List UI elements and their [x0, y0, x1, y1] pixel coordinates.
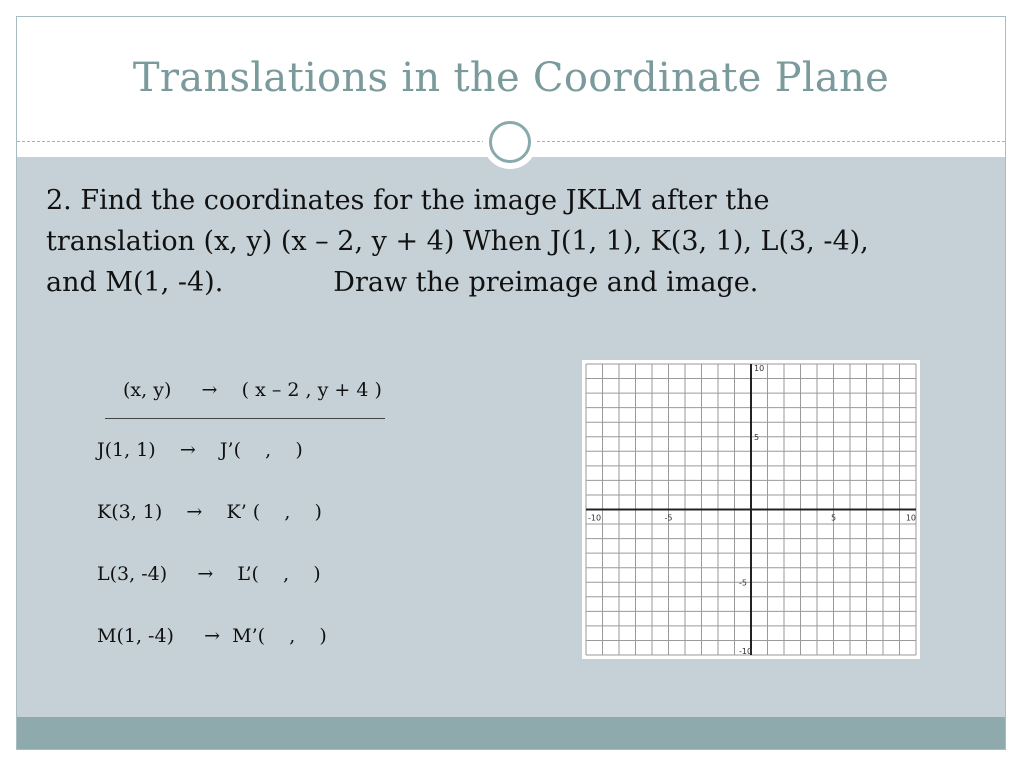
- problem-line-3a: and M(1, -4).: [46, 267, 224, 298]
- x-tick-label: -5: [664, 513, 673, 523]
- problem-statement: [46, 180, 976, 303]
- slide-title: Translations in the Coordinate Plane: [132, 55, 890, 101]
- y-tick-label: -5: [739, 578, 747, 588]
- mapping-row-m: M(1, -4) → M’( , ): [97, 625, 327, 647]
- slide: [16, 16, 1006, 750]
- y-tick-label: 10: [754, 364, 765, 373]
- y-tick-label: 5: [754, 432, 760, 442]
- coordinate-grid-svg: [582, 360, 920, 659]
- y-tick-label: -10: [739, 647, 753, 656]
- coordinate-grid: [582, 360, 920, 659]
- mapping-row-k: K(3, 1) → K’ ( , ): [97, 501, 322, 523]
- problem-line-2: translation (x, y) (x – 2, y + 4) When J(1, 1), K(3, 1), L(3, -4),: [46, 226, 869, 257]
- problem-line-1: 2. Find the coordinates for the image JKLM after the: [46, 185, 770, 216]
- x-tick-label: -10: [588, 513, 602, 523]
- footer-band: [17, 717, 1005, 750]
- problem-instruction: Draw the preimage and image.: [333, 267, 759, 298]
- circle-ornament-ring: [489, 121, 531, 163]
- x-tick-label: 10: [905, 513, 916, 523]
- mapping-row-j: J(1, 1) → J’( , ): [97, 439, 303, 461]
- x-tick-label: 5: [830, 513, 837, 523]
- mapping-header: (x, y) → ( x – 2 , y + 4 ): [123, 379, 382, 401]
- circle-ornament-icon: [483, 115, 537, 169]
- mapping-row-l: L(3, -4) → L’( , ): [97, 563, 321, 585]
- mapping-rule: [105, 418, 385, 419]
